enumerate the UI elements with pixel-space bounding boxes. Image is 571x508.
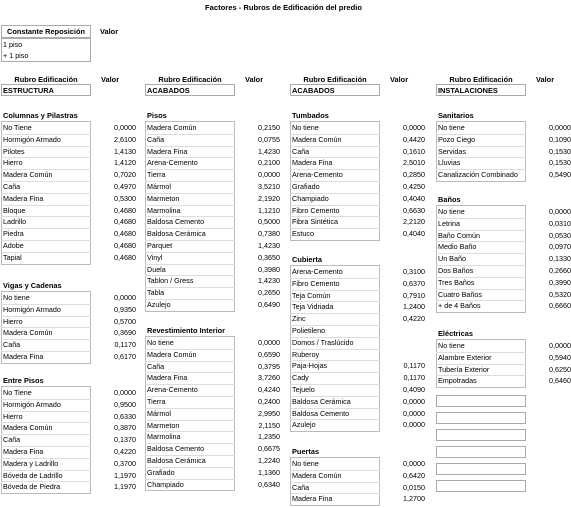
category-label: ACABADOS (292, 86, 335, 95)
group-title: Tumbados (292, 111, 329, 120)
row-value: 0,0150 (403, 482, 425, 492)
row-label: Caña (3, 435, 21, 445)
row-value: 2,1150 (258, 420, 280, 430)
row-label: Baño Común (438, 230, 480, 240)
row-label: No tiene (147, 338, 174, 347)
row-label: Baldosa Cemento (147, 217, 205, 227)
group-title: Vigas y Cadenas (3, 281, 62, 290)
valor-header: Valor (536, 75, 555, 84)
row-label: Caña (292, 482, 310, 492)
row-label: Medio Baño (438, 242, 477, 252)
row-value: 1,2240 (258, 456, 280, 465)
constante-row-1: 1 piso (3, 40, 23, 49)
row-label: Bóveda de Piedra (3, 482, 61, 492)
row-label: Cuatro Baños (438, 289, 482, 299)
row-value: 0,6460 (549, 376, 571, 386)
row-value: 2,2120 (403, 217, 425, 227)
row-label: Polietileno (292, 326, 326, 335)
row-label: Madera y Ladrillo (3, 458, 59, 468)
category-label: INSTALACIONES (438, 86, 498, 95)
empty-box (436, 412, 526, 424)
row-value: 1,2350 (258, 432, 280, 442)
row-value: 0,4220 (114, 447, 136, 456)
row-value: 0,5490 (549, 170, 571, 180)
row-value: 0,6340 (258, 479, 280, 489)
row-label: Caña (3, 182, 21, 191)
row-value: 2,5010 (403, 158, 425, 168)
row-label: Ladrillo (3, 217, 27, 227)
row-label: Piedra (3, 229, 24, 239)
rubro-header: Rubro Edificación (158, 75, 222, 84)
empty-box (436, 463, 526, 475)
row-value: 0,4250 (403, 182, 425, 191)
row-label: Tabla (147, 288, 165, 298)
row-label: Arena-Cemento (292, 267, 343, 276)
row-value: 0,6370 (403, 278, 425, 288)
row-label: Tejuelo (292, 385, 315, 394)
row-label: Pozo Ciego (438, 134, 476, 144)
row-value: 2,9950 (258, 408, 280, 418)
row-value: 0,0310 (549, 218, 571, 228)
row-value: 0,0000 (549, 341, 571, 350)
row-value: 0,7910 (403, 290, 425, 300)
row-label: Madera Común (3, 328, 53, 338)
row-label: Grafiado (292, 182, 320, 191)
row-value: 3,5210 (258, 182, 280, 191)
row-label: Mármol (147, 408, 171, 418)
group-title: Entre Pisos (3, 376, 44, 385)
group-title: Columnas y Pilastras (3, 111, 78, 120)
row-label: Hierro (3, 316, 23, 326)
row-value: 0,0000 (114, 388, 136, 397)
row-value: 0,6490 (258, 300, 280, 309)
row-value: 0,7380 (258, 229, 280, 239)
row-value: 0,0000 (258, 170, 280, 180)
row-value: 0,0000 (403, 420, 425, 430)
row-value: 0,6330 (114, 411, 136, 421)
row-value: 0,1090 (549, 134, 571, 144)
row-value: 0,4040 (403, 193, 425, 203)
row-value: 0,5940 (549, 352, 571, 362)
row-label: Arena-Cemento (147, 158, 198, 168)
row-label: Grafiado (147, 467, 175, 477)
row-value: 0,0755 (258, 134, 280, 144)
row-value: 1,1210 (258, 205, 280, 215)
row-value: 0,0000 (114, 123, 136, 132)
row-label: Madera Común (3, 423, 53, 433)
row-value: 0,6675 (258, 444, 280, 454)
row-value: 1,4230 (258, 241, 280, 250)
row-label: Vinyl (147, 252, 163, 262)
row-value: 0,6420 (403, 470, 425, 480)
group-title: Pisos (147, 111, 167, 120)
row-label: Baldosa Cemento (147, 444, 205, 454)
row-value: 0,2150 (258, 123, 280, 132)
row-label: No tiene (438, 207, 465, 216)
row-label: Fibro Cemento (292, 205, 340, 215)
row-value: 0,0000 (549, 123, 571, 132)
row-value: 1,2700 (403, 494, 425, 504)
valor-header: Valor (245, 75, 264, 84)
row-label: Caña (147, 361, 165, 371)
row-value: 0,0000 (114, 293, 136, 302)
row-label: Empotradas (438, 376, 477, 386)
row-value: 0,2100 (258, 158, 280, 168)
row-label: Domos / Traslúcido (292, 337, 354, 347)
row-value: 1,1970 (114, 482, 136, 492)
row-label: Pilotes (3, 146, 25, 156)
row-label: No tiene (3, 293, 30, 302)
row-label: Azulejo (292, 420, 316, 430)
row-label: No tiene (438, 341, 465, 350)
row-label: Arena-Cemento (147, 385, 198, 395)
row-value: 0,1530 (549, 158, 571, 168)
row-label: Teja Vidriada (292, 302, 334, 312)
row-label: Hormigón Armado (3, 304, 61, 314)
row-value: 0,4680 (114, 241, 136, 250)
row-label: Madera Fina (292, 494, 333, 504)
row-value: 0,1330 (549, 254, 571, 264)
row-label: Azulejo (147, 300, 171, 309)
row-value: 0,5300 (114, 193, 136, 203)
row-value: 0,3990 (549, 277, 571, 287)
row-label: Marmolina (147, 205, 181, 215)
empty-box (436, 429, 526, 441)
row-value: 0,6170 (114, 352, 136, 361)
row-value: 1,1970 (114, 470, 136, 480)
group-title: Eléctricas (438, 329, 473, 338)
row-label: Lluvias (438, 158, 461, 168)
row-label: Madera Fina (3, 193, 44, 203)
row-value: 2,1920 (258, 193, 280, 203)
row-label: Adobe (3, 241, 24, 250)
row-value: 0,4970 (114, 182, 136, 191)
row-label: Caña (3, 340, 21, 350)
row-value: 0,0000 (403, 408, 425, 418)
row-value: 0,5000 (258, 217, 280, 227)
row-label: Tierra (147, 397, 166, 406)
row-value: 0,4680 (114, 217, 136, 227)
row-label: Cady (292, 373, 309, 383)
row-value: 0,4040 (403, 229, 425, 239)
row-label: Madera Común (147, 123, 197, 132)
row-label: Zinc (292, 314, 306, 324)
row-label: Bloque (3, 205, 26, 215)
rubro-header: Rubro Edificación (449, 75, 513, 84)
row-label: Baldosa Cemento (292, 408, 350, 418)
row-value: 0,3650 (258, 252, 280, 262)
row-value: 2,6100 (114, 134, 136, 144)
row-label: Marmolina (147, 432, 181, 442)
row-label: Alambre Exterior (438, 352, 492, 362)
row-value: 0,3795 (258, 361, 280, 371)
row-value: 0,1530 (549, 146, 571, 156)
valor-header: Valor (101, 75, 120, 84)
row-value: 0,4680 (114, 229, 136, 239)
row-label: Madera Común (147, 349, 197, 359)
row-value: 0,6660 (549, 301, 571, 311)
row-label: Caña (292, 146, 310, 156)
category-label: ACABADOS (147, 86, 190, 95)
row-label: No Tiene (3, 123, 32, 132)
row-label: Ruberoy (292, 349, 320, 359)
constante-row-2: + 1 piso (3, 51, 29, 60)
row-label: Madera Fina (292, 158, 333, 168)
row-label: Madera Común (292, 134, 342, 144)
row-value: 0,4090 (403, 385, 425, 394)
row-label: Paja-Hojas (292, 361, 328, 371)
empty-box (436, 446, 526, 458)
row-value: 0,4220 (403, 314, 425, 324)
group-title: Puertas (292, 447, 320, 456)
row-label: Arena-Cemento (292, 170, 343, 180)
row-label: Hormigón Armado (3, 134, 61, 144)
row-label: Tierra (147, 170, 166, 180)
row-value: 1,2400 (403, 302, 425, 312)
row-value: 0,7020 (114, 170, 136, 180)
row-value: 0,0000 (403, 396, 425, 406)
category-label: ESTRUCTURA (3, 86, 54, 95)
row-label: Hierro (3, 411, 23, 421)
row-value: 0,2660 (549, 266, 571, 275)
row-label: Tablon / Gress (147, 276, 194, 286)
row-value: 0,1610 (403, 146, 425, 156)
row-value: 0,4680 (114, 252, 136, 262)
row-value: 3,7260 (258, 373, 280, 383)
row-value: 0,1170 (403, 361, 425, 371)
constante-value-header: Valor (100, 27, 119, 36)
row-value: 0,4680 (114, 205, 136, 215)
row-label: Mármol (147, 182, 171, 191)
row-label: Madera Fina (147, 373, 188, 383)
row-label: Un Baño (438, 254, 466, 264)
row-label: + de 4 Baños (438, 301, 481, 311)
row-label: Tres Baños (438, 277, 475, 287)
valor-header: Valor (390, 75, 409, 84)
row-label: Champiado (147, 479, 184, 489)
row-label: Champiado (292, 193, 329, 203)
row-label: Madera Fina (3, 447, 44, 456)
row-label: Canalización Combinado (438, 170, 518, 180)
row-value: 0,3700 (114, 458, 136, 468)
group-title: Baños (438, 195, 461, 204)
row-label: Madera Común (3, 170, 53, 180)
row-value: 0,0970 (549, 242, 571, 252)
row-value: 0,5700 (114, 316, 136, 326)
row-label: Teja Común (292, 290, 331, 300)
row-label: Hierro (3, 158, 23, 168)
row-label: Servidas (438, 146, 466, 156)
row-value: 0,0530 (549, 230, 571, 240)
row-label: Tapial (3, 252, 22, 262)
row-value: 0,3100 (403, 267, 425, 276)
row-label: Marmeton (147, 420, 180, 430)
row-value: 0,2400 (258, 397, 280, 406)
constante-header: Constante Reposición (6, 27, 86, 36)
empty-box (436, 395, 526, 407)
row-value: 0,1370 (114, 435, 136, 445)
row-value: 0,6250 (549, 364, 571, 374)
row-label: Tubería Exterior (438, 364, 490, 374)
row-value: 0,4240 (258, 385, 280, 395)
row-value: 0,1170 (403, 373, 425, 383)
row-value: 1,4230 (258, 146, 280, 156)
row-value: 0,1170 (114, 340, 136, 350)
row-value: 0,0000 (403, 123, 425, 132)
row-label: Dos Baños (438, 266, 474, 275)
row-value: 0,3870 (114, 423, 136, 433)
row-value: 1,4130 (114, 146, 136, 156)
rubro-header: Rubro Edificación (303, 75, 367, 84)
row-label: Caña (147, 134, 165, 144)
row-value: 1,4230 (258, 276, 280, 286)
group-title: Revestimiento Interior (147, 326, 226, 335)
row-label: Madera Común (292, 470, 342, 480)
row-label: Madera Fina (147, 146, 188, 156)
row-label: Letrina (438, 218, 460, 228)
row-label: No tiene (292, 459, 319, 468)
row-label: Duela (147, 264, 166, 274)
row-value: 0,0000 (549, 207, 571, 216)
row-value: 0,3980 (258, 264, 280, 274)
row-label: Baldosa Cerámica (292, 396, 351, 406)
row-label: Fibra Sintética (292, 217, 338, 227)
row-label: Estuco (292, 229, 314, 239)
row-label: No tiene (438, 123, 465, 132)
row-value: 1,1360 (258, 467, 280, 477)
row-value: 0,3690 (114, 328, 136, 338)
row-value: 0,2650 (258, 288, 280, 298)
row-label: Baldosa Cerámica (147, 456, 206, 465)
row-value: 0,5320 (549, 289, 571, 299)
group-title: Cubierta (292, 255, 322, 264)
row-value: 0,4420 (403, 134, 425, 144)
row-value: 0,9350 (114, 304, 136, 314)
row-value: 1,4120 (114, 158, 136, 168)
row-label: No Tiene (3, 388, 32, 397)
row-label: Marmeton (147, 193, 180, 203)
row-label: No tiene (292, 123, 319, 132)
row-value: 0,2850 (403, 170, 425, 180)
empty-box (436, 480, 526, 492)
row-label: Parquet (147, 241, 173, 250)
group-title: Sanitarios (438, 111, 474, 120)
row-label: Fibro Cemento (292, 278, 340, 288)
row-label: Hormigón Armado (3, 399, 61, 409)
row-value: 0,9500 (114, 399, 136, 409)
page-title: Factores - Rubros de Edificación del predio (205, 3, 362, 12)
row-value: 0,0000 (258, 338, 280, 347)
row-label: Madera Fina (3, 352, 44, 361)
row-value: 0,0000 (403, 459, 425, 468)
row-value: 0,6590 (258, 349, 280, 359)
row-value: 0,6630 (403, 205, 425, 215)
row-label: Baldosa Cerámica (147, 229, 206, 239)
rubro-header: Rubro Edificación (14, 75, 78, 84)
row-label: Bóveda de Ladrillo (3, 470, 63, 480)
